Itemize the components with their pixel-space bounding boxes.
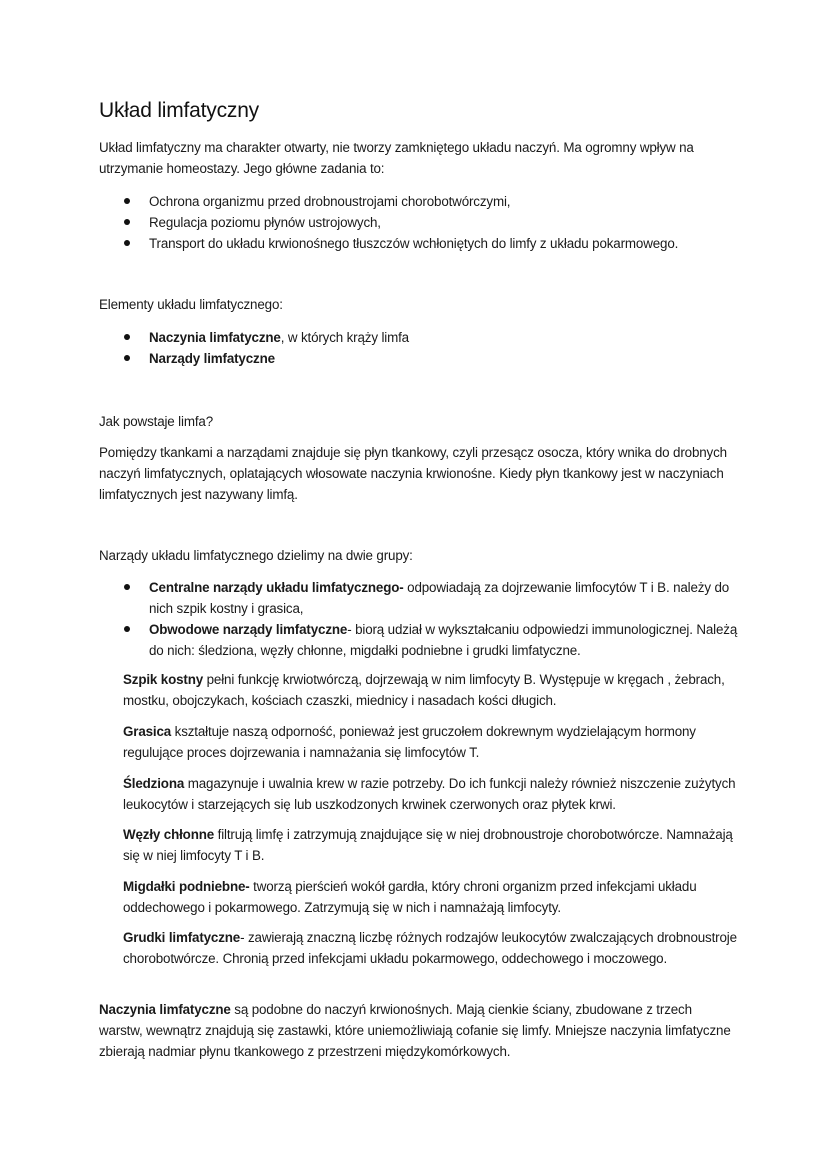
bullet-icon xyxy=(124,198,130,204)
list-item: Naczynia limfatyczne, w których krąży limfa xyxy=(99,327,739,348)
bullet-icon xyxy=(124,219,130,225)
organ-paragraph-grasica: Grasica kształtuje naszą odporność, ponieważ jest gruczołem dokrewnym wydzielającym hormony regulujące proces dojrzewania i namnażania się limfocytów T. xyxy=(123,724,696,760)
document-title: Układ limfatyczny xyxy=(99,99,259,122)
list-item: Obwodowe narządy limfatyczne- biorą udział w wykształcaniu odpowiedzi immunologicznej. Należą do nich: śledziona, węzły chłonne, migdałki podniebne i grudki limfatyczne. xyxy=(99,619,739,661)
bullet-icon xyxy=(124,626,130,632)
list-item: Transport do układu krwionośnego tłuszczów wchłoniętych do limfy z układu pokarmowego. xyxy=(99,233,739,254)
organ-paragraph-migdalki: Migdałki podniebne- tworzą pierścień wokół gardła, który chroni organizm przed infekcjami układu oddechowego i pokarmowego. Zatrzymują się w nich i namnażają limfocyty. xyxy=(123,879,697,915)
organ-paragraph-grudki: Grudki limfatyczne- zawierają znaczną liczbę różnych rodzajów leukocytów zwalczających drobnoustroje chorobotwórcze. Chronią przed infekcjami układu pokarmowego, oddechowego i moczowego. xyxy=(123,930,737,966)
intro-paragraph: Układ limfatyczny ma charakter otwarty, nie tworzy zamkniętego układu naczyń. Ma ogromny wpływ na utrzymanie homeostazy. Jego główne zadania to: xyxy=(99,140,694,176)
lymph-answer: Pomiędzy tkankami a narządami znajduje się płyn tkankowy, czyli przesącz osocza, który wnika do drobnych naczyń limfatycznych, oplatających włosowate naczynia krwionośne. Kiedy płyn tkankowy jest w naczyniach limfatycznych jest nazywany limfą. xyxy=(99,445,727,502)
organ-paragraph-wezly: Węzły chłonne filtrują limfę i zatrzymują znajdujące się w niej drobnoustroje chorobotwórcze. Namnażają się w niej limfocyty T i B. xyxy=(123,827,733,863)
list-item: Ochrona organizmu przed drobnoustrojami chorobotwórczymi, xyxy=(99,191,739,212)
list-item: Centralne narządy układu limfatycznego- odpowiadają za dojrzewanie limfocytów T i B. należy do nich szpik kostny i grasica, xyxy=(99,577,739,619)
bullet-icon xyxy=(124,334,130,340)
organ-paragraph-sledziona: Śledziona magazynuje i uwalnia krew w razie potrzeby. Do ich funkcji należy również niszczenie zużytych leukocytów i starzejących się lub uszkodzonych krwinek czerwonych oraz płytek krwi. xyxy=(123,776,736,812)
bullet-icon xyxy=(124,240,130,246)
vessels-paragraph: Naczynia limfatyczne są podobne do naczyń krwionośnych. Mają cienkie ściany, zbudowane z trzech warstw, wewnątrz znajdują się zastawki, które uniemożliwiają cofanie się limfy. Mniejsze naczynia limfatyczne zbierają nadmiar płynu tkankowego z przestrzeni międzykomórkowych. xyxy=(99,1002,731,1059)
tasks-list xyxy=(99,191,739,254)
bullet-icon xyxy=(124,355,130,361)
list-item: Regulacja poziomu płynów ustrojowych, xyxy=(99,212,739,233)
list-item: Narządy limfatyczne xyxy=(99,348,739,369)
bullet-icon xyxy=(124,584,130,590)
lymph-question: Jak powstaje limfa? xyxy=(99,414,213,429)
elements-heading: Elementy układu limfatycznego: xyxy=(99,297,283,312)
organ-groups-list xyxy=(99,577,739,661)
organ-paragraph-szpik: Szpik kostny pełni funkcję krwiotwórczą, dojrzewają w nim limfocyty B. Występuje w kręgach , żebrach, mostku, obojczykach, kościach czaszki, miednicy i nasadach kości długich. xyxy=(123,672,725,708)
elements-list xyxy=(99,327,739,369)
organs-heading: Narządy układu limfatycznego dzielimy na dwie grupy: xyxy=(99,548,413,563)
